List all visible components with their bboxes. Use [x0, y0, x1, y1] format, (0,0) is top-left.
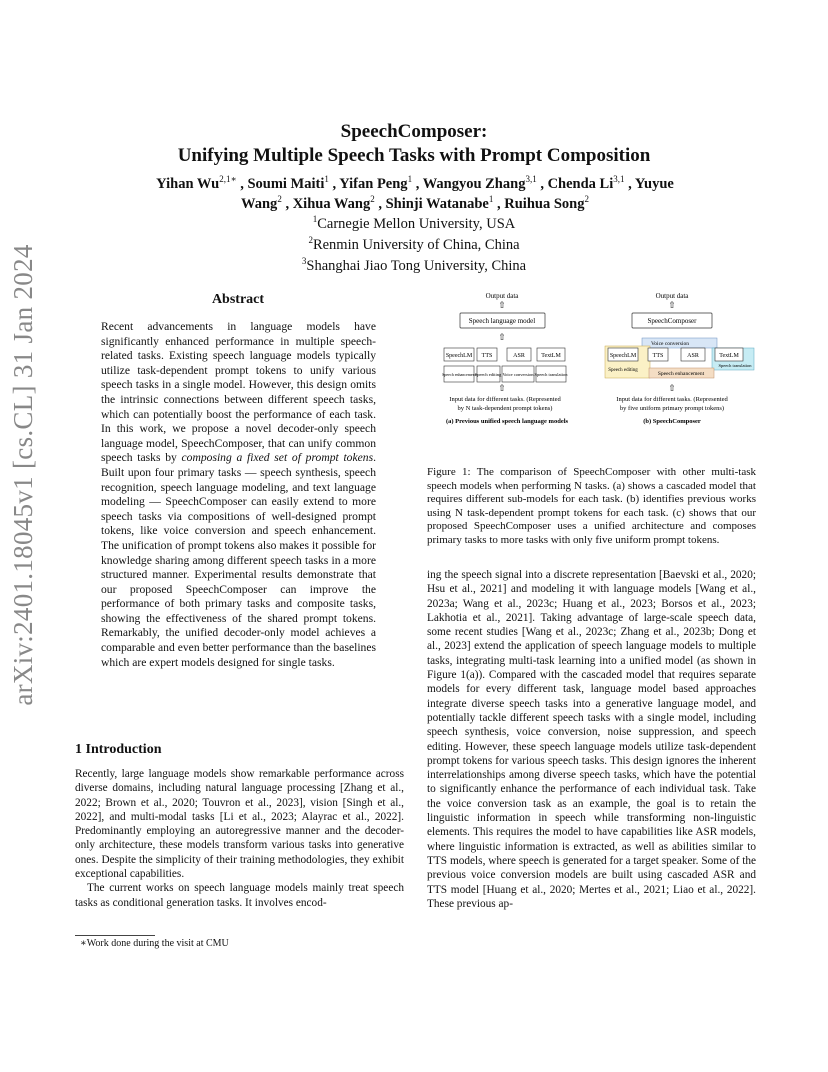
author-affiliation-marker: 2: [584, 194, 589, 205]
footnote-rule: [75, 935, 155, 936]
affiliation-text: Shanghai Jiao Tong University, China: [306, 258, 527, 274]
affiliation: [0, 256, 828, 277]
section-heading-introduction: 1 Introduction: [75, 742, 162, 757]
abstract-text-1: Recent advancements in language models have significantly enhanced performance in multiple speech-related tasks. Existing speech language models typically utilize task-dependent prompt tokens to unify various speech tasks in a single model. However, this design omits the intrinsic connections between different speech tasks, which can potentially boost the performance of each task. In this work, we propose a novel decoder-only speech language model, SpeechComposer, that can unify common speech tasks by: [101, 320, 376, 465]
author-affiliation-marker: 1: [324, 174, 329, 185]
affiliation: [0, 214, 828, 235]
arrow-up-icon: ⇧: [498, 383, 506, 393]
arxiv-stamp: arXiv:2401.18045v1 [cs.CL] 31 Jan 2024: [8, 244, 38, 706]
abstract-text-2: . Built upon four primary tasks — speech synthesis, speech recognition, speech language modeling, and text language modeling — SpeechComposer can easily extend to more speech tasks via compositions of well-designed prompt tokens, like voice conversion and speech enhancement. The unification of prompt tokens also makes it possible for knowledge sharing among different speech tasks in a more structured manner. Experimental results demonstrate that our proposed SpeechComposer can improve the performance of both primary tasks and composite tasks, showing the effectiveness of the shared prompt tokens. Remarkably, the unified decoder-only model achieves a comparable and even better performance than the baselines which are expert models designed for single tasks.: [101, 451, 376, 669]
panel-b-input-1: Input data for different tasks. (Represented: [616, 396, 728, 403]
panel-a-speech-editing: Speech editing: [474, 372, 502, 377]
panel-b-speech-editing: Speech editing: [608, 368, 638, 373]
panel-a-sublabel: (a) Previous unified speech language models: [445, 418, 569, 425]
affiliation-marker: 1: [312, 214, 318, 225]
figure-panel-a: [442, 292, 568, 425]
right-column-paragraph: ing the speech signal into a discrete representation [Baevski et al., 2020; Hsu et al., 2021] and modeling it with language models [Wang et al., 2023a; Wang et al., 2023c; Huang et al., 2023; Borsos et al., 2023; Lakhotia et al., 2021]. Taking advantage of large-scale speech data, some recent studies [Wang et al., 2023c; Zhang et al., 2023b; Dong et al., 2023] extend the application of speech language models to multiple tasks, integrating multi-task learning into a unified model (as shown in Figure 1(a)). Compared with the cascaded model that requires separate models for every different task, language model based approaches integrate diverse speech tasks into a generative language model, and potentially tackle different speech tasks with a single model, including speech synthesis, voice conversion, noise suppression, and speech editing. However, these speech language models utilize task-dependent prompt tokens for various speech tasks. This design ignores the inherent interrelationships among diverse speech tasks, which have the potential to significantly enhance the performance of each individual task. Take the voice conversion task as an example, the goal is to retain the linguistic information in speech while transforming non-linguistic elements. This requires the model to have capabilities like ASR models, where linguistic information is extracted, as well as abilities similar to TTS models, where speech is generated for a target speaker. Some of the previous voice conversion models are built using cascaded ASR and TTS model [Huang et al., 2020; Mertes et al., 2021; Liao et al., 2022]. These previous ap-: [427, 569, 756, 910]
panel-b-output: Output data: [655, 292, 689, 300]
panel-b-textlm: TextLM: [719, 353, 739, 359]
title-line-1: SpeechComposer:: [340, 121, 488, 142]
panel-b-sublabel: (b) SpeechComposer: [643, 418, 701, 425]
affiliation: [0, 235, 828, 256]
author-name: Shinji Watanabe: [385, 196, 489, 212]
panel-a-model: Speech language model: [468, 317, 536, 325]
author-affiliation-marker: 3,1: [525, 174, 537, 185]
figure-panel-b: [605, 292, 754, 425]
intro-body: [75, 767, 404, 910]
arrow-up-icon: ⇧: [498, 300, 506, 310]
affiliation-text: Renmin University of China, China: [312, 237, 520, 253]
author-name: Chenda Li: [547, 176, 614, 192]
panel-a-textlm: TextLM: [541, 353, 561, 359]
author-name: Xihua Wang: [292, 196, 371, 212]
paper-title: [0, 120, 828, 168]
affiliation-marker: 3: [301, 256, 307, 267]
panel-b-voice-conversion: Voice conversion: [651, 341, 689, 347]
panel-a-speech-enhancement: Speech enhancement: [442, 372, 476, 377]
panel-a-asr: ASR: [513, 353, 525, 359]
affiliation-marker: 2: [308, 235, 313, 246]
affiliation-text: Carnegie Mellon University, USA: [317, 216, 516, 232]
panel-b-model: SpeechComposer: [647, 317, 697, 325]
author-list: [110, 174, 720, 214]
author-name: Ruihua Song: [504, 196, 585, 212]
panel-b-asr: ASR: [687, 353, 699, 359]
author-affiliation-marker: 1: [488, 194, 494, 205]
right-column-body: [427, 568, 756, 911]
authors-line-1: Yihan $Wu^{2,1∗}$ , Soumi Maiti$^1$ , Yifan Peng$^1$ , Wangyou Zhang$^{3,1}$ , Chenda Li$^{3,1}$ , Yuyue: [156, 174, 674, 192]
panel-b-speech-enhancement: Speech enhancement: [657, 371, 705, 377]
author-affiliation-marker: 1: [407, 174, 413, 185]
abstract-heading: Abstract: [211, 292, 265, 307]
panel-a-speechlm: SpeechLM: [445, 353, 473, 359]
intro-paragraph-1: Recently, large language models show remarkable performance across diverse domains, including natural language processing [Zhang et al., 2022; Brown et al., 2020; Touvron et al., 2023], vision [Singh et al., 2022], and multi-modal tasks [Li et al., 2023; Alayrac et al., 2022]. Predominantly employing an autoregressive manner and the decoder-only architecture, these models transform various tasks into generative ones. Despite the simplicity of their training methodologies, they exhibit exceptional capabilities.: [75, 768, 404, 881]
title-line-2: Unifying Multiple Speech Tasks with Prompt Composition: [177, 145, 651, 166]
author-affiliation-marker: 2: [277, 194, 282, 205]
panel-a-voice-conversion: Voice conversion: [502, 372, 534, 377]
author-name: Soumi Maiti: [247, 176, 325, 192]
author-name: Wangyou Zhang: [422, 176, 526, 192]
author-name: Yuyue: [634, 176, 674, 192]
abstract-emphasis: composing a fixed set of prompt tokens: [181, 451, 374, 465]
panel-b-speechlm: SpeechLM: [609, 353, 637, 359]
figure-1-caption: Figure 1: The comparison of SpeechComposer with other multi-task speech models when performing N tasks. (a) shows a cascaded model that requires different sub-models for each task. (b) identifies previous works using N task-dependent prompt tokens for each task. (c) shows that our proposed SpeechComposer uses a unified architecture and composes primary tasks to more tasks with only five uniform prompt tokens.: [427, 466, 756, 546]
panel-b-input-2: by five uniform primary prompt tokens): [619, 405, 725, 412]
intro-paragraph-2: The current works on speech language models mainly treat speech tasks as conditional generation tasks. It involves encod-: [75, 882, 404, 909]
panel-a-tts: TTS: [481, 353, 493, 359]
author-name: Yihan Wu: [156, 176, 220, 192]
arrow-up-icon: ⇧: [668, 300, 676, 310]
panel-a-input-1: Input data for different tasks. (Represented: [449, 396, 561, 403]
author-name: Wang: [241, 196, 278, 212]
author-affiliation-marker: 2: [370, 194, 375, 205]
authors-line-2: Wang$^2$ , Xihua Wang$^2$ , Shinji Watanabe$^1$ , Ruihua Song$^2$: [241, 194, 589, 212]
arrow-up-icon: ⇧: [668, 383, 676, 393]
panel-a-input-2: by N task-dependent prompt tokens): [457, 405, 553, 412]
panel-b-speech-translation: Speech translation: [718, 363, 752, 368]
arrow-up-icon: ⇧: [498, 332, 506, 342]
panel-b-tts: TTS: [652, 353, 664, 359]
author-affiliation-marker: 2,1∗: [219, 174, 237, 185]
affiliations: [0, 214, 828, 277]
author-name: Yifan Peng: [339, 176, 408, 192]
panel-a-output: Output data: [485, 292, 519, 300]
author-affiliation-marker: 3,1: [613, 174, 625, 185]
footnote: ∗Work done during the visit at CMU: [80, 938, 229, 949]
figure-1: [427, 288, 757, 438]
panel-a-speech-translation: Speech translation: [534, 372, 568, 377]
abstract-body: [101, 320, 376, 670]
